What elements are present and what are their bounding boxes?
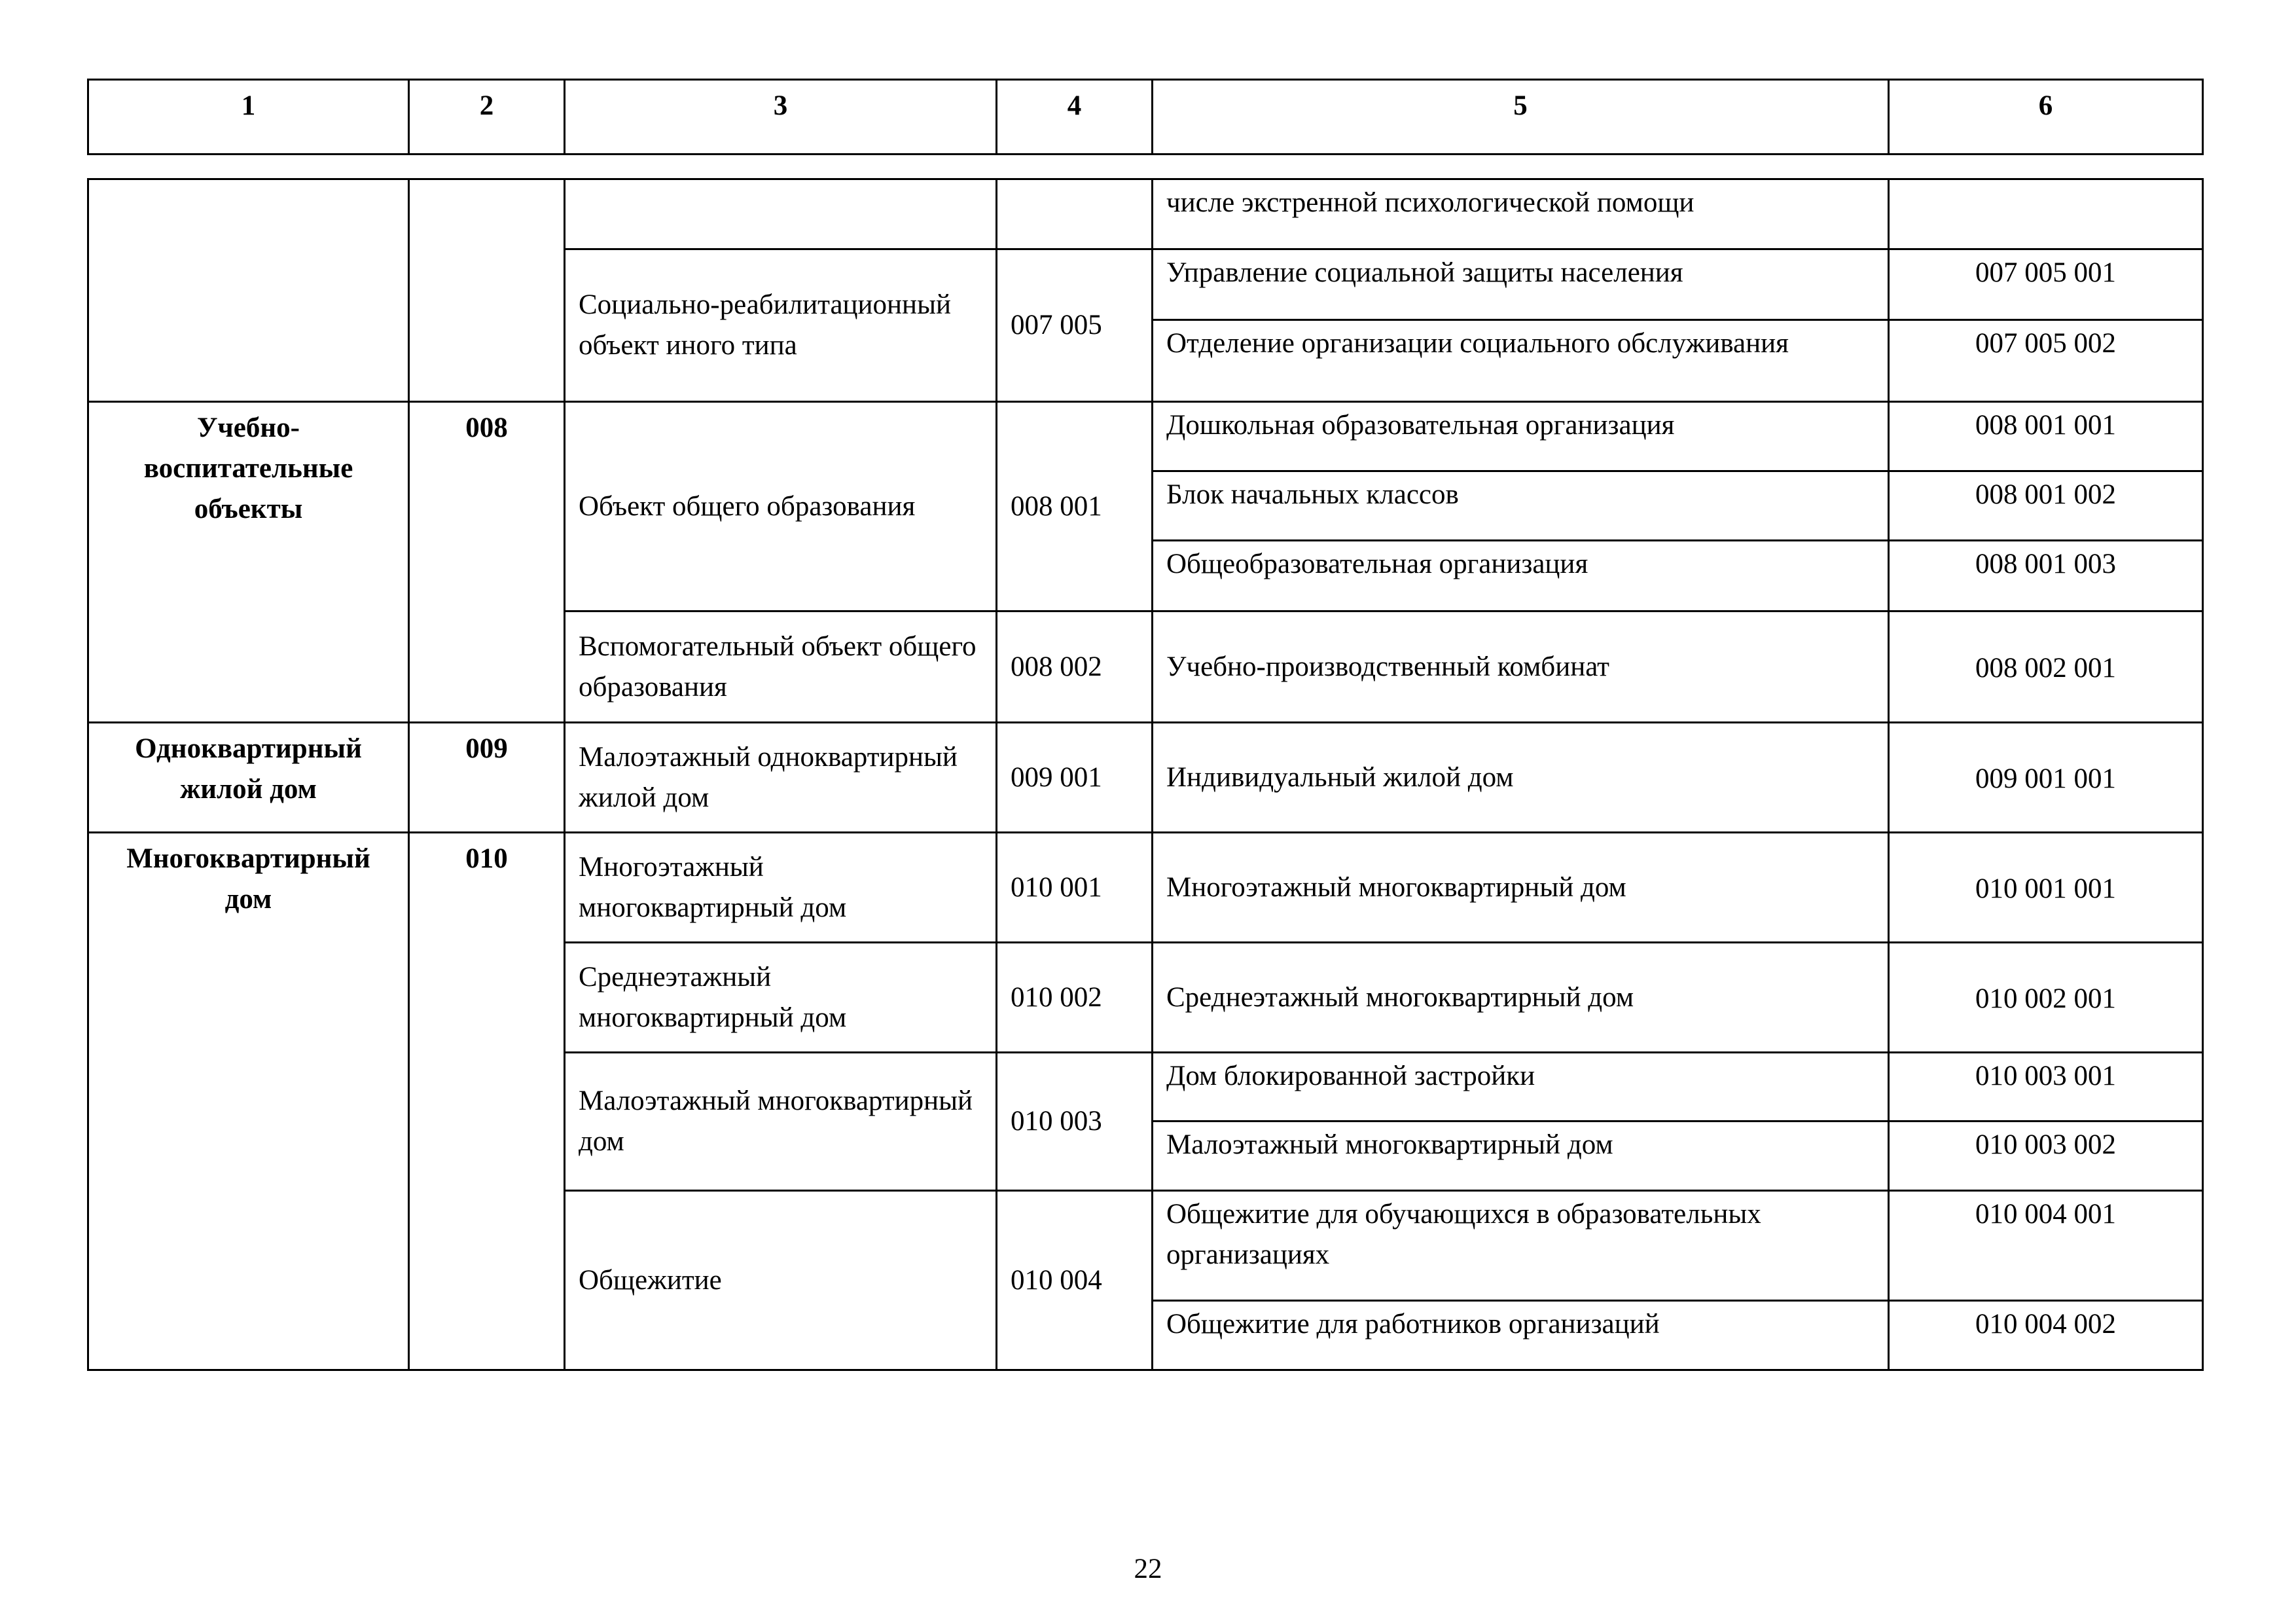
header-row: [88, 80, 2203, 155]
category-name: Учебно-воспитательные объекты: [88, 402, 409, 723]
subtype-name: Среднеэтажный многоквартирный дом: [1153, 943, 1889, 1053]
category-cell-continued: [88, 179, 409, 402]
subtype-name: Дошкольная образовательная организация: [1153, 402, 1889, 471]
subtype-code: 010 004 001: [1889, 1191, 2203, 1301]
object-type-name: Объект общего образования: [565, 402, 997, 611]
object-type-name: Среднеэтажный многоквартирный дом: [565, 943, 997, 1053]
object-type-name: Многоэтажный многоквартирный дом: [565, 833, 997, 943]
category-name: Многоквартирный дом: [88, 833, 409, 1370]
header-col-1: 1: [88, 80, 409, 155]
object-type-code: 010 004: [997, 1191, 1153, 1370]
object-type-code: 008 001: [997, 402, 1153, 611]
object-type-cell-empty: [565, 179, 997, 249]
subtype-name: Многоэтажный многоквартирный дом: [1153, 833, 1889, 943]
subtype-code: 010 001 001: [1889, 833, 2203, 943]
category-code: 010: [409, 833, 565, 1370]
header-col-5: 5: [1153, 80, 1889, 155]
subtype-name: Индивидуальный жилой дом: [1153, 723, 1889, 833]
subtype-code: 007 005 002: [1889, 320, 2203, 402]
subtype-code: 010 003 001: [1889, 1053, 2203, 1122]
object-type-code: 010 003: [997, 1053, 1153, 1191]
object-type-code: 010 002: [997, 943, 1153, 1053]
column-number-header: [87, 79, 2204, 155]
category-code: 009: [409, 723, 565, 833]
header-col-4: 4: [997, 80, 1153, 155]
header-col-3: 3: [565, 80, 997, 155]
subtype-name: Блок начальных классов: [1153, 471, 1889, 541]
table-row: [88, 723, 2203, 833]
subtype-name: Общежитие для работников организаций: [1153, 1301, 1889, 1370]
subtype-name: Учебно-производственный комбинат: [1153, 611, 1889, 723]
object-type-code: 008 002: [997, 611, 1153, 723]
subtype-code: 008 002 001: [1889, 611, 2203, 723]
object-code-cell-empty: [997, 179, 1153, 249]
category-name: Одноквартирный жилой дом: [88, 723, 409, 833]
table-row: [88, 402, 2203, 471]
subtype-code: 009 001 001: [1889, 723, 2203, 833]
subtype-name: Малоэтажный многоквартирный дом: [1153, 1122, 1889, 1191]
object-type-code: 010 001: [997, 833, 1153, 943]
subtype-code-empty: [1889, 179, 2203, 249]
subtype-code: 007 005 001: [1889, 249, 2203, 320]
subtype-name: Общеобразовательная организация: [1153, 541, 1889, 611]
object-type-name: Общежитие: [565, 1191, 997, 1370]
object-type-name: Малоэтажный одноквартирный жилой дом: [565, 723, 997, 833]
header-col-2: 2: [409, 80, 565, 155]
object-type-name: Социально-реабилитационный объект иного типа: [565, 249, 997, 402]
subtype-code: 008 001 001: [1889, 402, 2203, 471]
subtype-name: Управление социальной защиты населения: [1153, 249, 1889, 320]
subtype-name: числе экстренной психологической помощи: [1153, 179, 1889, 249]
subtype-code: 010 004 002: [1889, 1301, 2203, 1370]
header-col-6: 6: [1889, 80, 2203, 155]
subtype-code: 008 001 002: [1889, 471, 2203, 541]
subtype-code: 010 003 002: [1889, 1122, 2203, 1191]
object-type-name: Вспомогательный объект общего образования: [565, 611, 997, 723]
object-type-name: Малоэтажный многоквартирный дом: [565, 1053, 997, 1191]
subtype-name: Дом блокированной застройки: [1153, 1053, 1889, 1122]
object-type-code: 007 005: [997, 249, 1153, 402]
category-code-cell-continued: [409, 179, 565, 402]
subtype-name: Общежитие для обучающихся в образовательных организациях: [1153, 1191, 1889, 1301]
category-code: 008: [409, 402, 565, 723]
classification-table: [87, 178, 2204, 1371]
page-number: 22: [1134, 1554, 1162, 1584]
table-row: [88, 833, 2203, 943]
object-type-code: 009 001: [997, 723, 1153, 833]
subtype-code: 008 001 003: [1889, 541, 2203, 611]
subtype-code: 010 002 001: [1889, 943, 2203, 1053]
table-row: [88, 179, 2203, 249]
subtype-name: Отделение организации социального обслуживания: [1153, 320, 1889, 402]
